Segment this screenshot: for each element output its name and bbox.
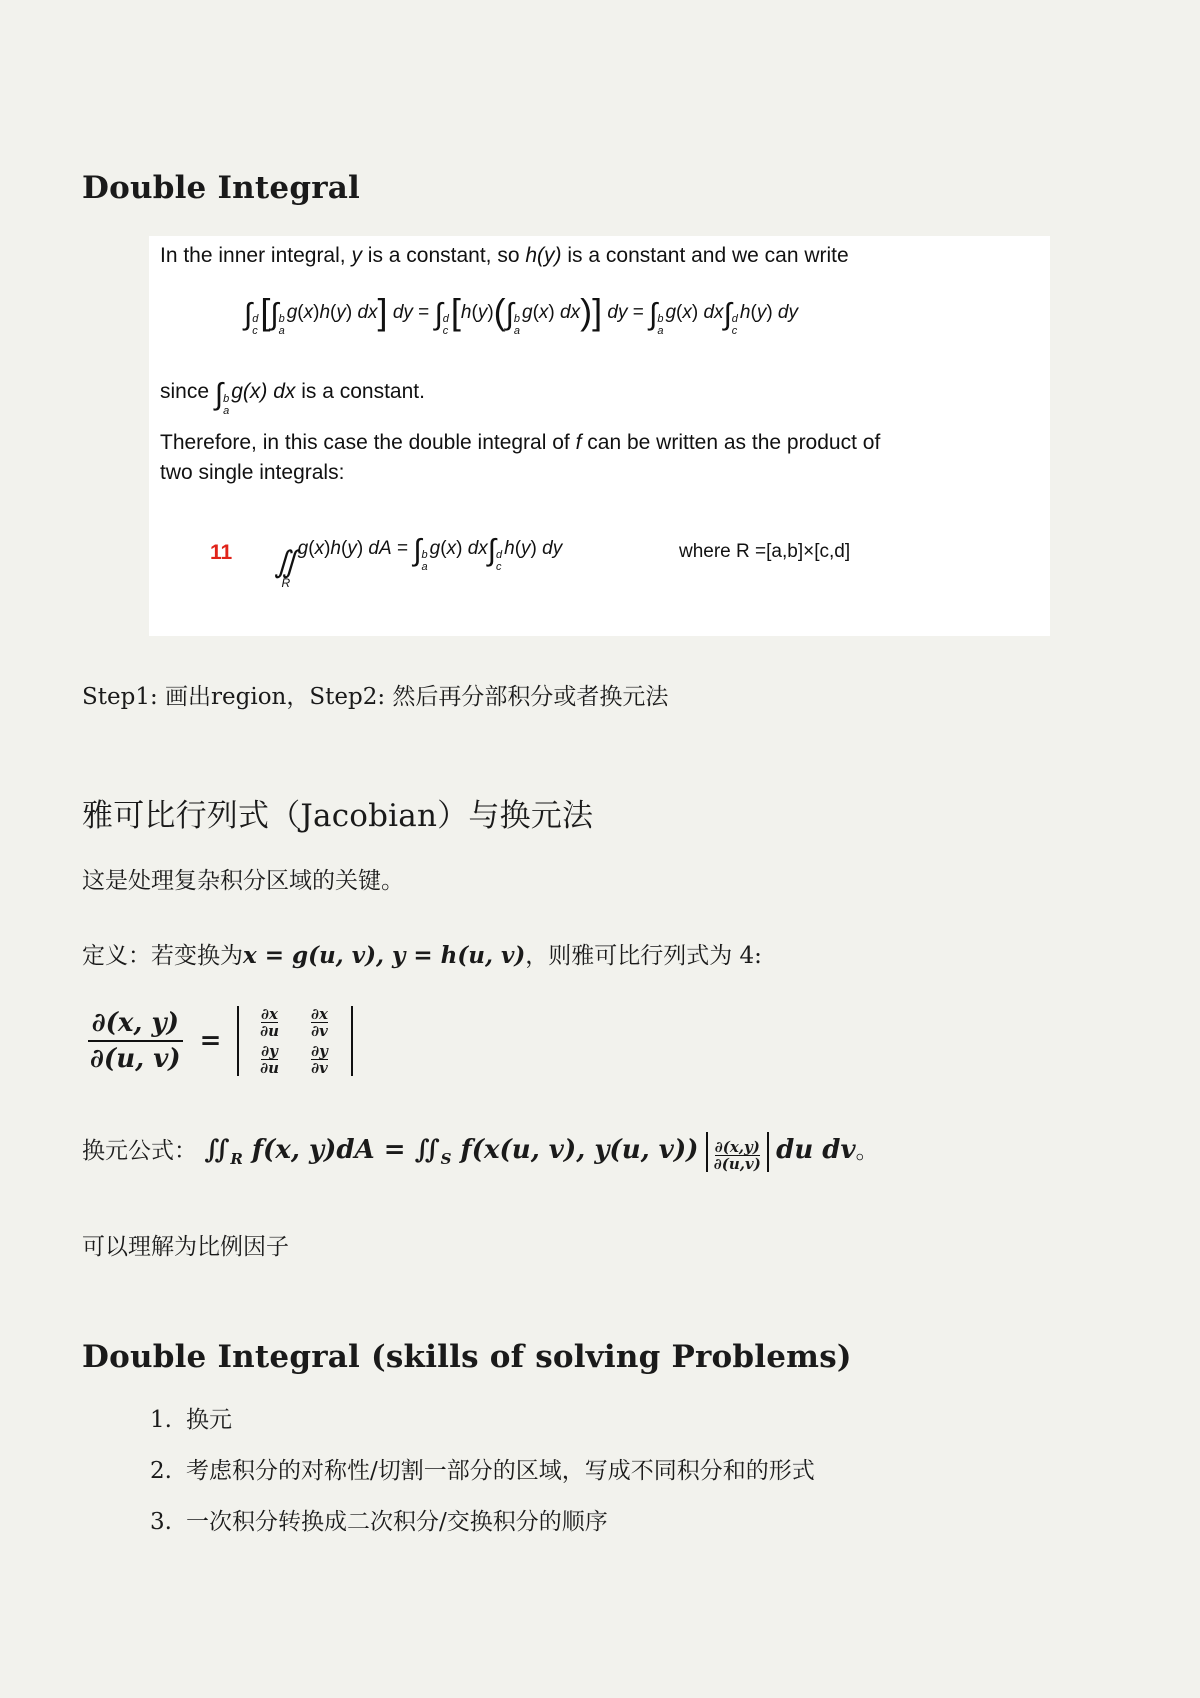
jacobian-definition: 定义：若变换为x = g(u, v), y = h(u, v)，则雅可比行列式为 4: xyxy=(82,942,762,969)
product-of-integrals-equation: ∬ R g(x)h(y) dA = ∫ b a g(x) dx∫ d c h(y) dy xyxy=(274,534,563,590)
section-title-skills: Double Integral (skills of solving Problems) xyxy=(82,1339,852,1375)
therefore-sentence-line2: two single integrals: xyxy=(160,461,345,484)
scale-factor-note: 可以理解为比例因子 xyxy=(82,1234,289,1260)
embedded-textbook-image xyxy=(149,236,1050,636)
steps-line: Step1: 画出region，Step2: 然后再分部积分或者换元法 xyxy=(82,684,669,710)
equation-number: 11 xyxy=(210,541,233,564)
therefore-sentence: Therefore, in this case the double integral of f can be written as the product of xyxy=(160,431,881,454)
inner-integral-sentence: In the inner integral, y is a constant, so h(y) is a constant and we can write xyxy=(160,244,849,267)
jacobian-determinant: $\frac{\partial(x, y)}{\partial(u, v)}$ = ∂x ∂u ∂x ∂v ∂y ∂u ∂y ∂v xyxy=(86,1006,353,1076)
list-item: 2. 考虑积分的对称性/切割一部分的区域，写成不同积分和的形式 xyxy=(150,1458,815,1484)
region-definition: where R =[a,b]×[c,d] xyxy=(679,541,851,562)
list-item: 3. 一次积分转换成二次积分/交换积分的顺序 xyxy=(150,1509,608,1535)
section-title-double-integral: Double Integral xyxy=(82,170,361,206)
list-item: 1. 换元 xyxy=(150,1407,232,1433)
since-sentence: since ∫ b a g(x) dx is a constant. xyxy=(160,378,425,417)
iterated-integral-equation: ∫ d c [∫ b a g(x)h(y) dx] dy = ∫ d c [h(y)(∫ b a g(x) dx)] dy = ∫ b a g(x) dx∫ d c h(y) dy xyxy=(244,291,798,337)
section-title-jacobian: 雅可比行列式（Jacobian）与换元法 xyxy=(82,798,594,834)
skills-list xyxy=(150,1405,815,1558)
change-of-variables-formula: 换元公式： $∬_R$ f(x, $y)dA = ∬_S$ f(x(u, v), y(u, v)) $\frac{\partial(x,y)}{\partial(u,v)}$ du dv。 xyxy=(82,1132,879,1172)
key-line: 这是处理复杂积分区域的关键。 xyxy=(82,868,404,894)
